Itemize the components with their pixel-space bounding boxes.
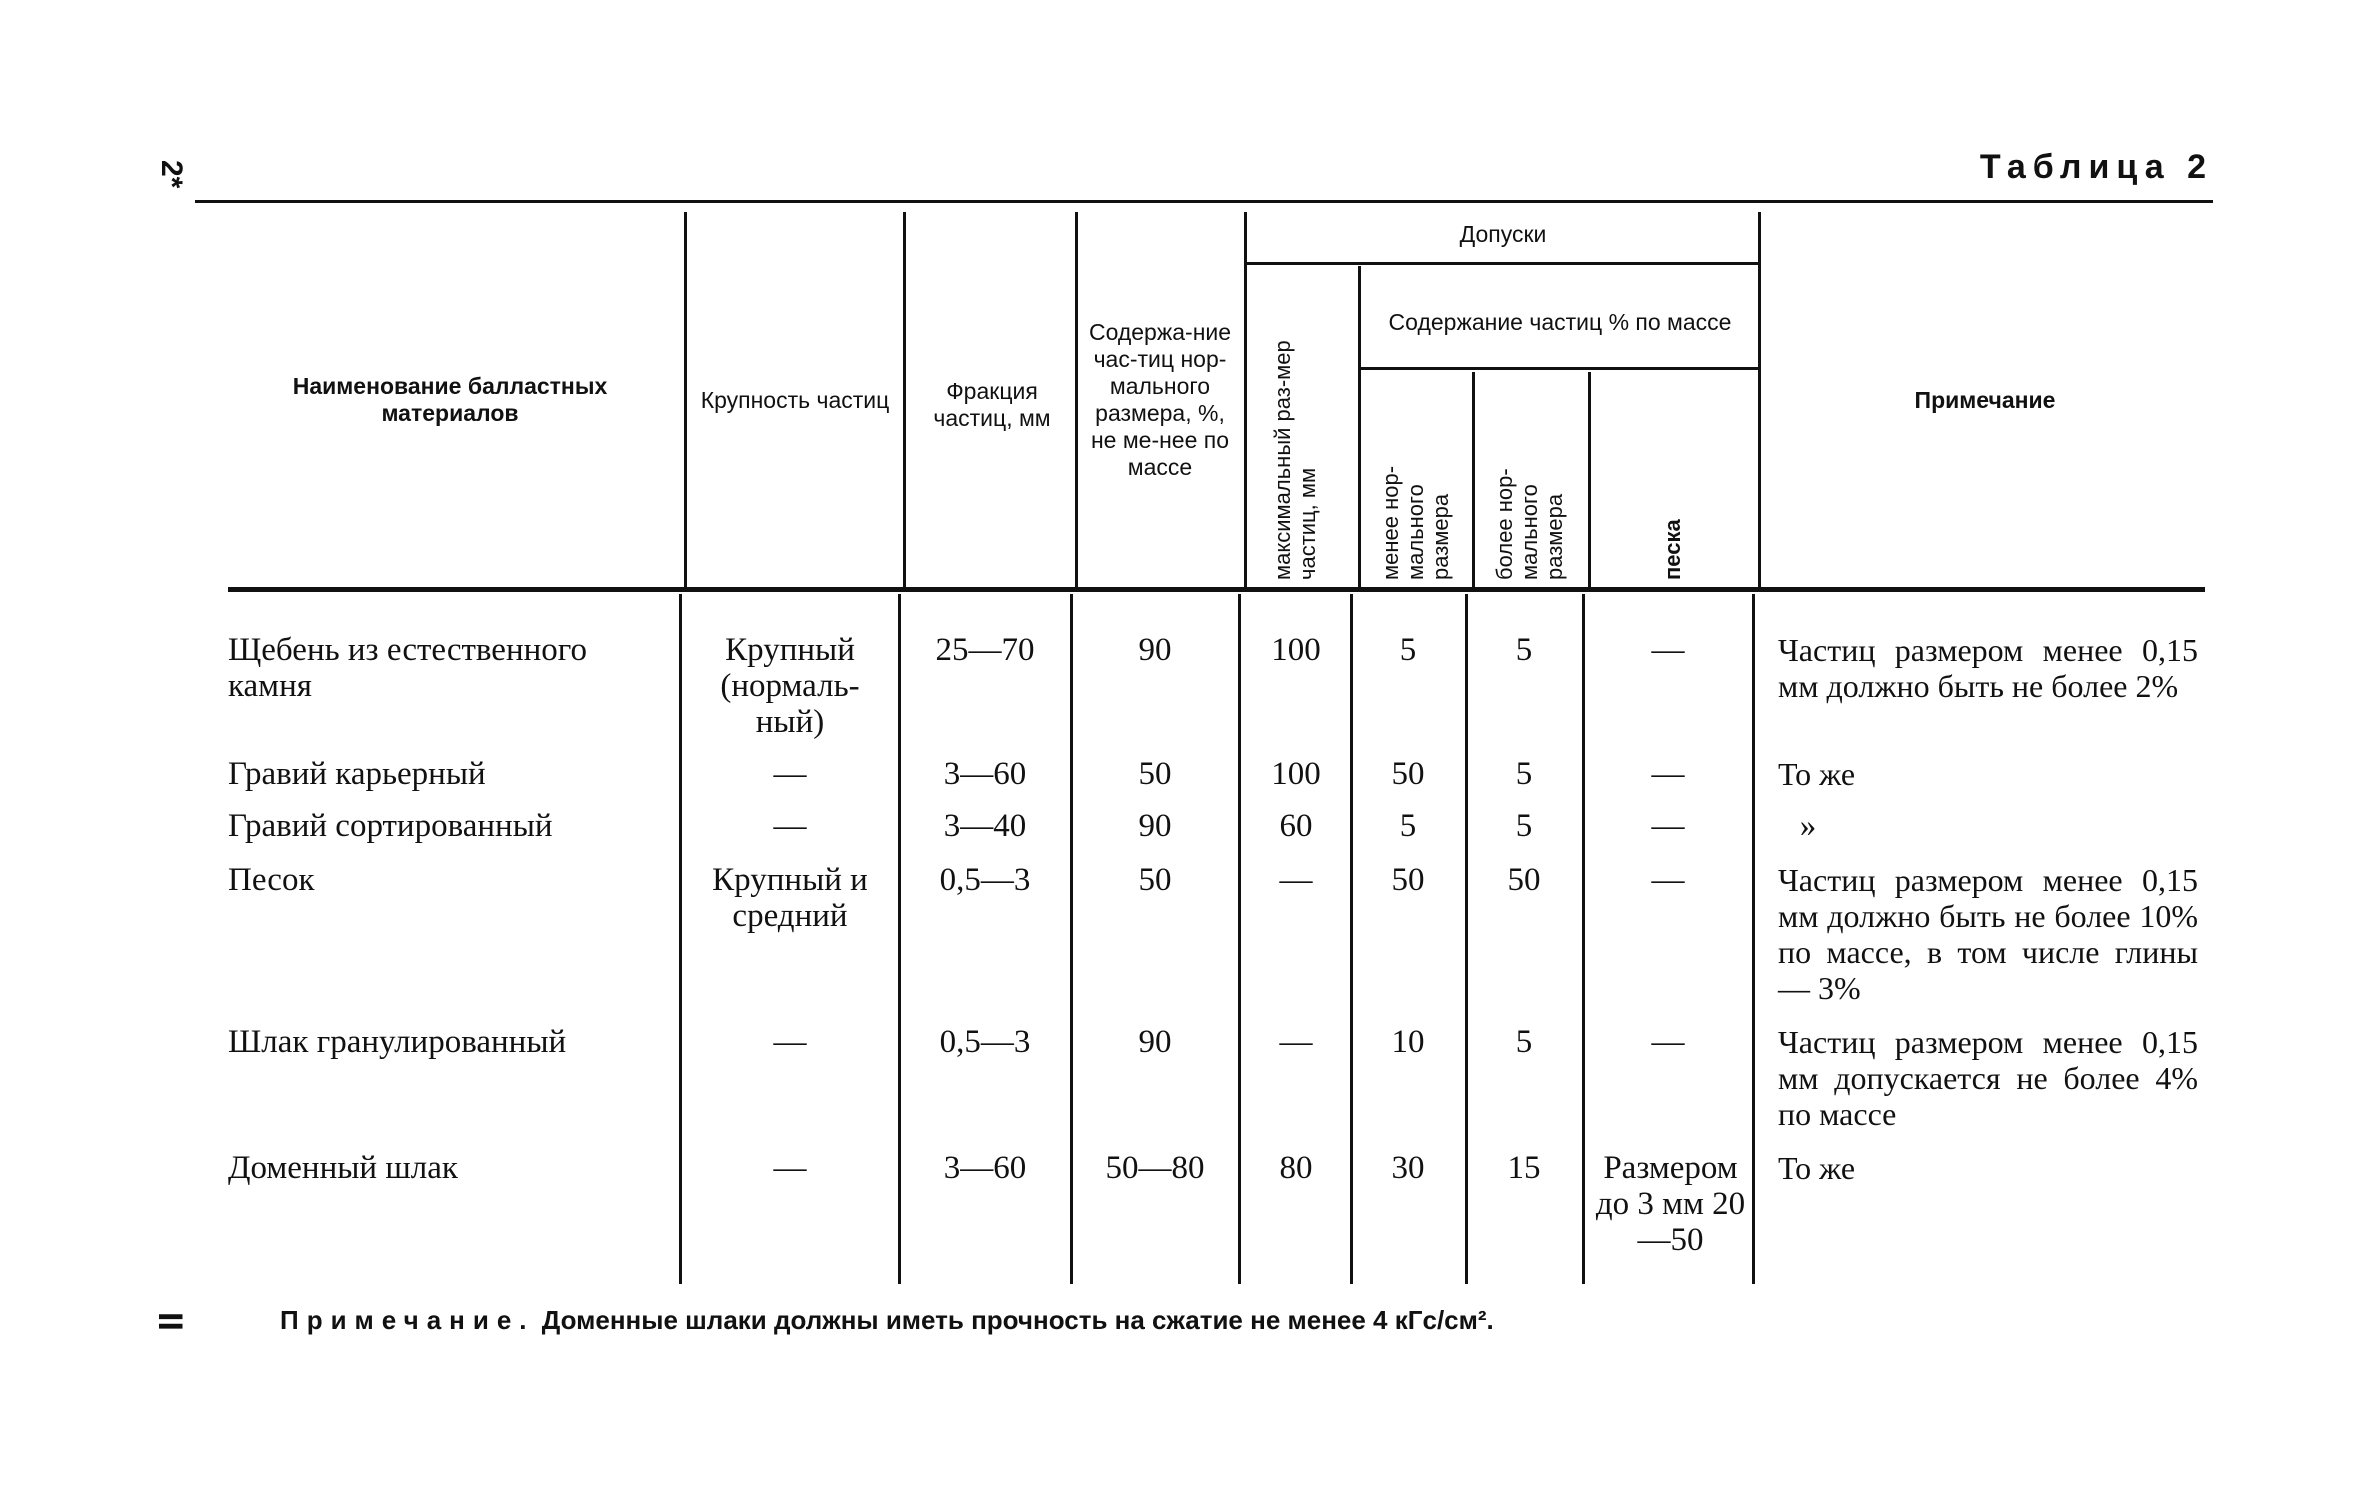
row-name: Щебень из естественного камня [228,632,587,704]
body-divider [1582,594,1585,1284]
row-fraction: 0,5—3 [939,862,1031,898]
header-material-name: Наименование балластных материалов [292,373,608,426]
footnote [280,1305,1494,1336]
row-more-normal: 15 [1507,1150,1541,1186]
header-sand: песка [1660,519,1685,580]
row-name: Песок [228,862,315,898]
header-tolerances: Допуски [1459,220,1547,247]
page-marker: 2* [155,160,188,189]
row-sand: — [1651,808,1685,844]
header-divider [903,212,906,587]
row-more-normal: 50 [1507,862,1541,898]
row-max-size: — [1279,1024,1313,1060]
row-name: Доменный шлак [228,1150,458,1186]
row-less-normal: 10 [1391,1024,1425,1060]
row-sand: Размером до 3 мм 20—50 [1595,1150,1746,1258]
header-less-normal: менее нор-мального размера [1378,465,1453,580]
row-fraction: 0,5—3 [939,1024,1031,1060]
header-divider [1358,266,1361,587]
header-divider [1244,212,1247,587]
row-size: — [773,808,807,844]
row-max-size: 60 [1279,808,1313,844]
row-normal-content: 90 [1138,632,1172,668]
body-divider [1070,594,1073,1284]
row-sand: — [1651,756,1685,792]
row-normal-content: 50 [1138,862,1172,898]
row-note: » [1799,808,1817,844]
footnote-label: Примечание. [280,1305,535,1335]
body-divider [1238,594,1241,1284]
row-sand: — [1651,1024,1685,1060]
header-content-by-mass: Содержание частиц % по массе [1388,308,1732,335]
body-divider [1350,594,1353,1284]
row-note: Частиц размером менее 0,15 мм допускается не более 4% по массе [1778,1024,2198,1132]
row-size: Крупный (нормаль-ный) [720,632,860,740]
body-divider [898,594,901,1284]
body-divider [1465,594,1468,1284]
margin-mark: II [150,1312,189,1331]
header-divider [1075,212,1078,587]
row-normal-content: 50 [1138,756,1172,792]
row-name: Гравий карьерный [228,756,486,792]
row-normal-content: 90 [1138,1024,1172,1060]
row-more-normal: 5 [1515,756,1533,792]
row-normal-content: 90 [1138,808,1172,844]
row-sand: — [1651,862,1685,898]
subgroup-underline [1360,367,1760,370]
row-more-normal: 5 [1515,632,1533,668]
top-rule [195,200,2213,203]
group-underline [1246,262,1760,265]
row-fraction: 3—40 [943,808,1027,844]
row-max-size: 100 [1271,632,1321,668]
row-name: Шлак гранулированный [228,1024,567,1060]
header-divider [1472,372,1475,587]
header-bottom-rule [228,587,2205,592]
header-particle-size: Крупность частиц [700,386,890,413]
row-size: Крупный и средний [712,862,868,934]
row-normal-content: 50—80 [1105,1150,1205,1186]
row-less-normal: 5 [1399,632,1417,668]
footnote-text: Доменные шлаки должны иметь прочность на сжатие не менее 4 кГс/см². [541,1305,1494,1335]
row-sand: — [1651,632,1685,668]
row-size: — [773,756,807,792]
table-title: Таблица 2 [1979,148,2213,186]
row-note: Частиц размером менее 0,15 мм должно быть не более 10% по массе, в том числе глины — 3% [1778,862,2198,1006]
header-divider [1758,212,1761,587]
row-size: — [773,1024,807,1060]
header-fraction: Фракция частиц, мм [933,378,1051,431]
row-note: То же [1778,1150,1856,1186]
body-divider [679,594,682,1284]
row-more-normal: 5 [1515,808,1533,844]
header-note: Примечание [1914,386,2056,413]
row-max-size: — [1279,862,1313,898]
row-note: Частиц размером менее 0,15 мм должно быть не более 2% [1778,632,2198,704]
row-fraction: 3—60 [943,756,1027,792]
row-size: — [773,1150,807,1186]
row-less-normal: 5 [1399,808,1417,844]
row-max-size: 80 [1279,1150,1313,1186]
row-fraction: 25—70 [935,632,1035,668]
row-less-normal: 50 [1391,862,1425,898]
row-less-normal: 30 [1391,1150,1425,1186]
row-fraction: 3—60 [943,1150,1027,1186]
header-divider [684,212,687,587]
row-name: Гравий сортированный [228,808,553,844]
header-max-size: максимальный раз-мер частиц, мм [1270,340,1320,580]
row-note: То же [1778,756,1856,792]
row-less-normal: 50 [1391,756,1425,792]
row-max-size: 100 [1271,756,1321,792]
header-more-normal: более нор-мального размера [1492,468,1567,580]
row-more-normal: 5 [1515,1024,1533,1060]
header-divider [1588,372,1591,587]
header-normal-content: Содержа-ние час-тиц нор-мального размера, %, не ме-нее по массе [1088,319,1232,480]
